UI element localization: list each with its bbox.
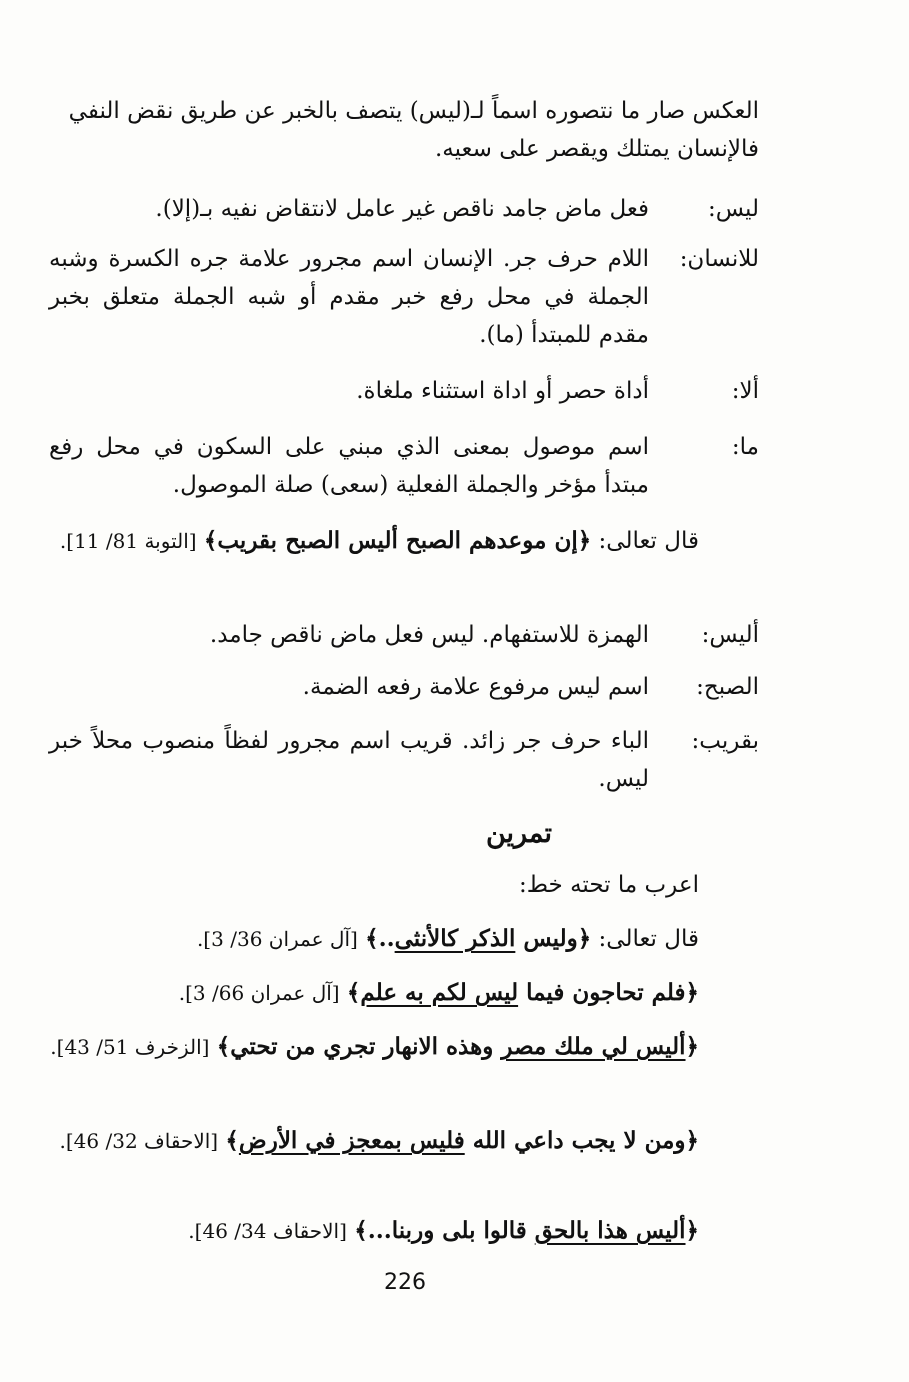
definition-5 (49, 616, 759, 654)
item-reference: [الاحقاف 34/ 46]. (188, 1219, 347, 1243)
definition-term: أليس: (701, 622, 759, 648)
definition-4 (49, 428, 759, 504)
item-text-end: ﴾ (346, 979, 361, 1006)
definition-text: الهمزة للاستفهام. ليس فعل ماض ناقص جامد. (209, 622, 649, 648)
definition-term: ما: (731, 434, 759, 460)
definition-text: الباء حرف جر زائد. قريب اسم مجرور لفظاً منصوب محلاً خبر ليس. (49, 728, 649, 792)
definition-text: أداة حصر أو اداة استثناء ملغاة. (356, 378, 649, 404)
verse-reference: [التوبة 81/ 11]. (59, 529, 197, 553)
definition-text: اسم موصول بمعنى الذي مبني على السكون في محل رفع مبتدأ مؤخر والجملة الفعلية (سعى) صلة الموصول. (49, 434, 649, 498)
underlined-phrase: الذكر كالأنثى (394, 925, 516, 952)
item-prefix: قال تعالى: (598, 926, 699, 952)
underlined-phrase: أليس هذا بالحق (534, 1217, 686, 1244)
definition-term: للانسان: (679, 246, 759, 272)
item-text-start: ﴿ (685, 1033, 699, 1060)
item-text-start: ﴿ومن لا يجب داعي الله (464, 1127, 699, 1154)
item-text-end: قالوا بلى وربنا...﴾ (354, 1217, 535, 1244)
item-reference: [آل عمران 36/ 3]. (196, 927, 358, 951)
definition-2 (49, 240, 759, 354)
underlined-phrase: فليس بمعجز في الأرض (238, 1127, 465, 1154)
definition-6 (49, 668, 759, 706)
underlined-phrase: ليس لكم به علم (360, 979, 519, 1006)
item-text-end: ﴾ (225, 1127, 239, 1154)
exercise-item-2 (49, 974, 699, 1012)
item-text-end: ..﴾ (365, 925, 395, 952)
verse-prefix: قال تعالى: (598, 528, 699, 554)
page-number: 226 (384, 1270, 426, 1295)
definition-text: اسم ليس مرفوع علامة رفعه الضمة. (302, 674, 649, 700)
intro-line-2: فالإنسان يمتلك ويقصر على سعيه. (434, 136, 759, 162)
exercise-item-1 (49, 920, 699, 958)
item-text-end: وهذه الانهار تجري من تحتي﴾ (216, 1033, 502, 1060)
underlined-phrase: أليس لي ملك مصر (501, 1033, 686, 1060)
exercise-item-5 (49, 1212, 699, 1250)
item-reference: [آل عمران 66/ 3]. (178, 981, 340, 1005)
item-text-start: ﴿فلم تحاجون فيما (518, 979, 699, 1006)
intro-line-1: العكس صار ما نتصوره اسماً لـ(ليس) يتصف بالخبر عن طريق نقض النفي (68, 98, 759, 124)
definition-3 (49, 372, 759, 410)
definition-term: ألا: (731, 378, 759, 404)
item-text-start: ﴿ (685, 1217, 699, 1244)
exercise-title: تمرين (485, 818, 553, 849)
verse-text: ﴿إن موعدهم الصبح أليس الصبح بقريب﴾ (203, 527, 592, 554)
definition-text: فعل ماض جامد ناقص غير عامل لانتقاض نفيه بـ(إلا). (155, 196, 649, 222)
verse-quote (49, 522, 699, 560)
definition-7 (49, 722, 759, 798)
definition-term: الصبح: (696, 674, 759, 700)
item-text-start: ﴿وليس (515, 925, 592, 952)
item-reference: [الزخرف 51/ 43]. (50, 1035, 210, 1059)
exercise-instruction: اعرب ما تحته خط: (518, 872, 699, 898)
exercise-item-3 (49, 1028, 699, 1066)
definition-1 (49, 190, 759, 228)
definition-text: اللام حرف جر. الإنسان اسم مجرور علامة جره الكسرة وشبه الجملة في محل رفع خبر مقدم أو شبه الجملة متعلق بخبر مقدم للمبتدأ (ما). (49, 246, 649, 348)
definition-term: بقريب: (691, 728, 759, 754)
item-reference: [الاحقاف 32/ 46]. (59, 1129, 219, 1153)
exercise-item-4 (49, 1122, 699, 1160)
intro-paragraph (49, 92, 759, 168)
definition-term: ليس: (707, 196, 759, 222)
